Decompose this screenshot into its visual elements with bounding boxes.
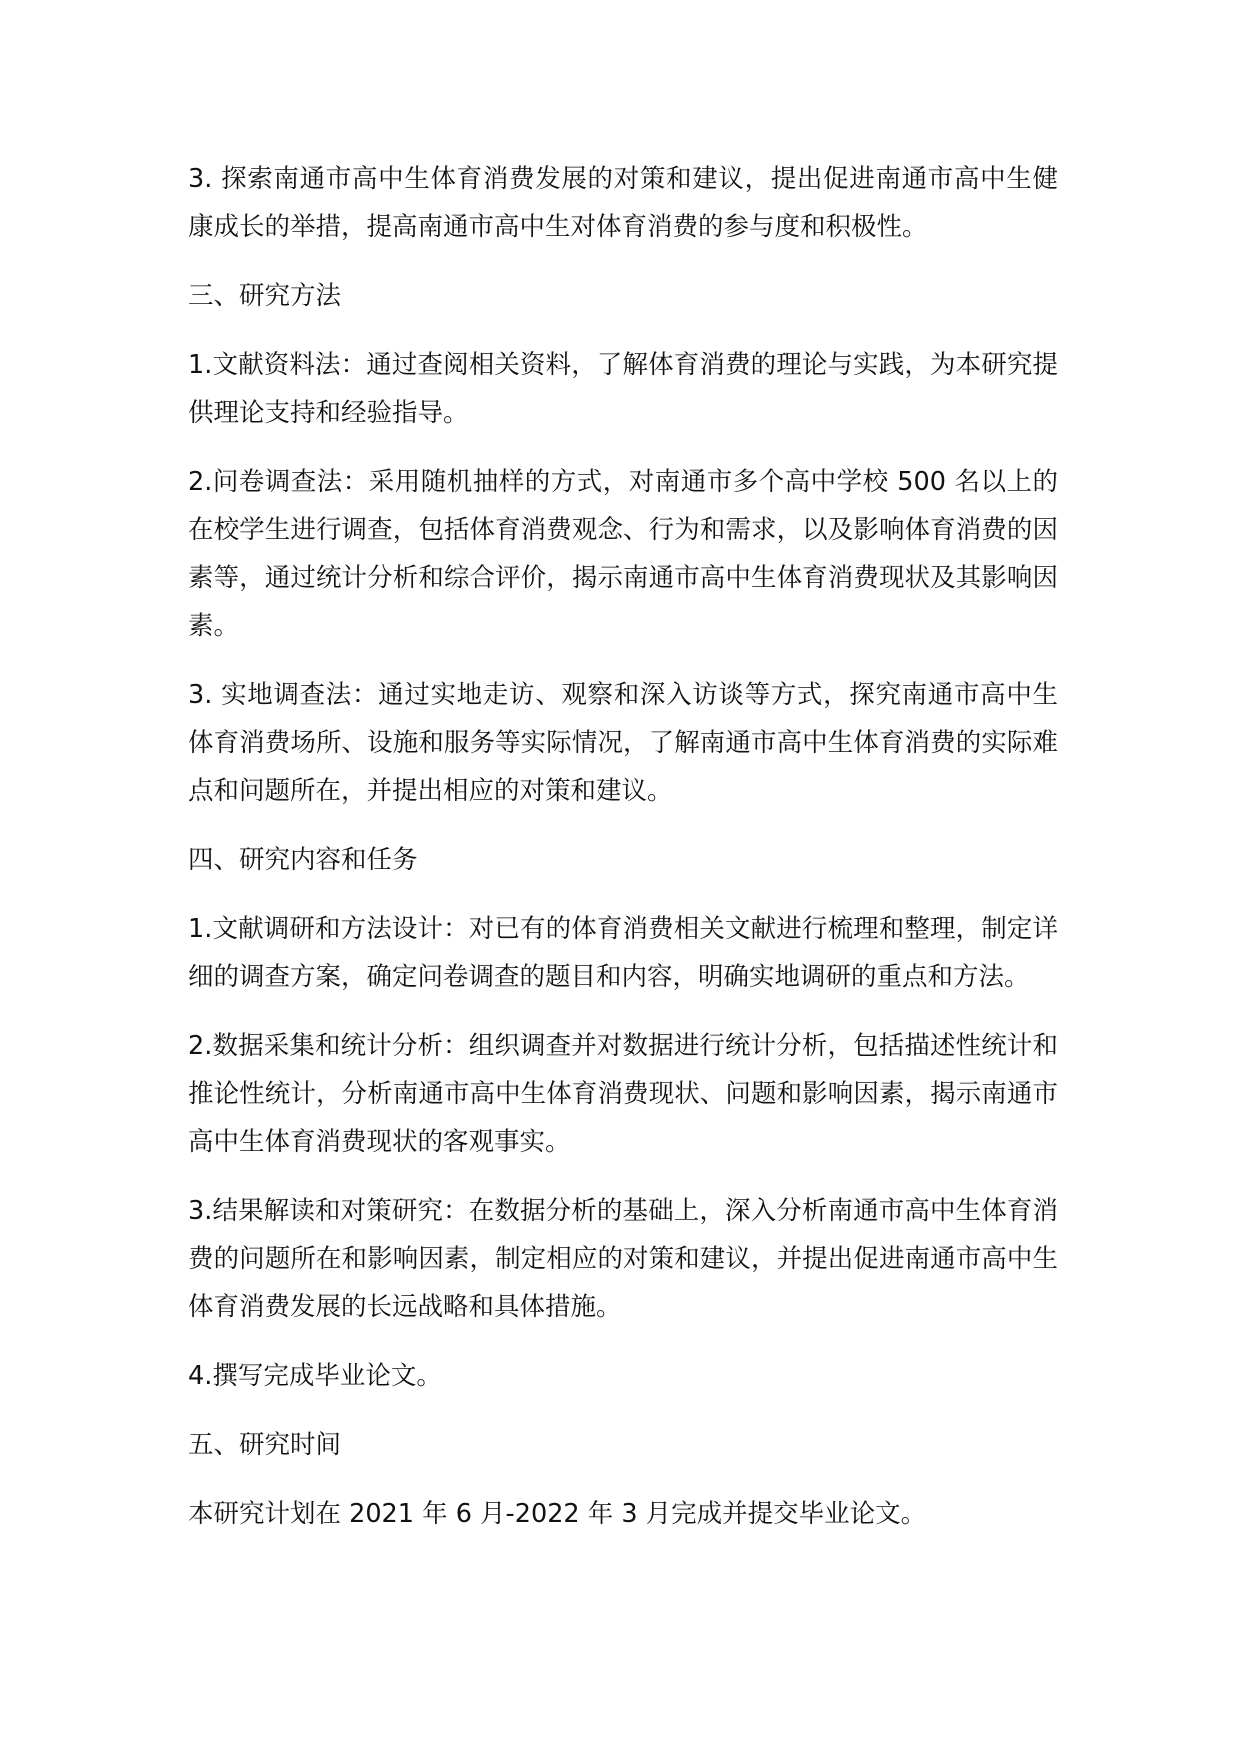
task-2-paragraph: 2.数据采集和统计分析：组织调查并对数据进行统计分析，包括描述性统计和推论性统计，分析南通市高中生体育消费现状、问题和影响因素，揭示南通市高中生体育消费现状的客观事实。 (188, 1031, 1058, 1157)
section-3-heading: 三、研究方法 (188, 281, 342, 311)
section-5-heading: 五、研究时间 (188, 1430, 342, 1460)
task-1-paragraph: 1.文献调研和方法设计：对已有的体育消费相关文献进行梳理和整理，制定详细的调查方案，确定问卷调查的题目和内容，明确实地调研的重点和方法。 (188, 914, 1058, 992)
method-3-paragraph: 3. 实地调查法：通过实地走访、观察和深入访谈等方式，探究南通市高中生体育消费场所、设施和服务等实际情况，了解南通市高中生体育消费的实际难点和问题所在，并提出相应的对策和建议。 (188, 680, 1058, 806)
objective-3-paragraph: 3. 探索南通市高中生体育消费发展的对策和建议，提出促进南通市高中生健康成长的举措，提高南通市高中生对体育消费的参与度和积极性。 (188, 164, 1058, 242)
task-3-paragraph: 3.结果解读和对策研究：在数据分析的基础上，深入分析南通市高中生体育消费的问题所在和影响因素，制定相应的对策和建议，并提出促进南通市高中生体育消费发展的长远战略和具体措施。 (188, 1196, 1058, 1322)
method-1-paragraph: 1.文献资料法：通过查阅相关资料，了解体育消费的理论与实践，为本研究提供理论支持和经验指导。 (188, 350, 1058, 428)
section-4-heading: 四、研究内容和任务 (188, 845, 418, 875)
document-page (188, 155, 1058, 1559)
schedule-paragraph: 本研究计划在 2021 年 6 月-2022 年 3 月完成并提交毕业论文。 (188, 1499, 927, 1529)
method-2-paragraph: 2.问卷调查法：采用随机抽样的方式，对南通市多个高中学校 500 名以上的在校学生进行调查，包括体育消费观念、行为和需求，以及影响体育消费的因素等，通过统计分析和综合评价，揭示南通市高中生体育消费现状及其影响因素。 (188, 467, 1058, 641)
task-4-paragraph: 4.撰写完成毕业论文。 (188, 1361, 442, 1391)
